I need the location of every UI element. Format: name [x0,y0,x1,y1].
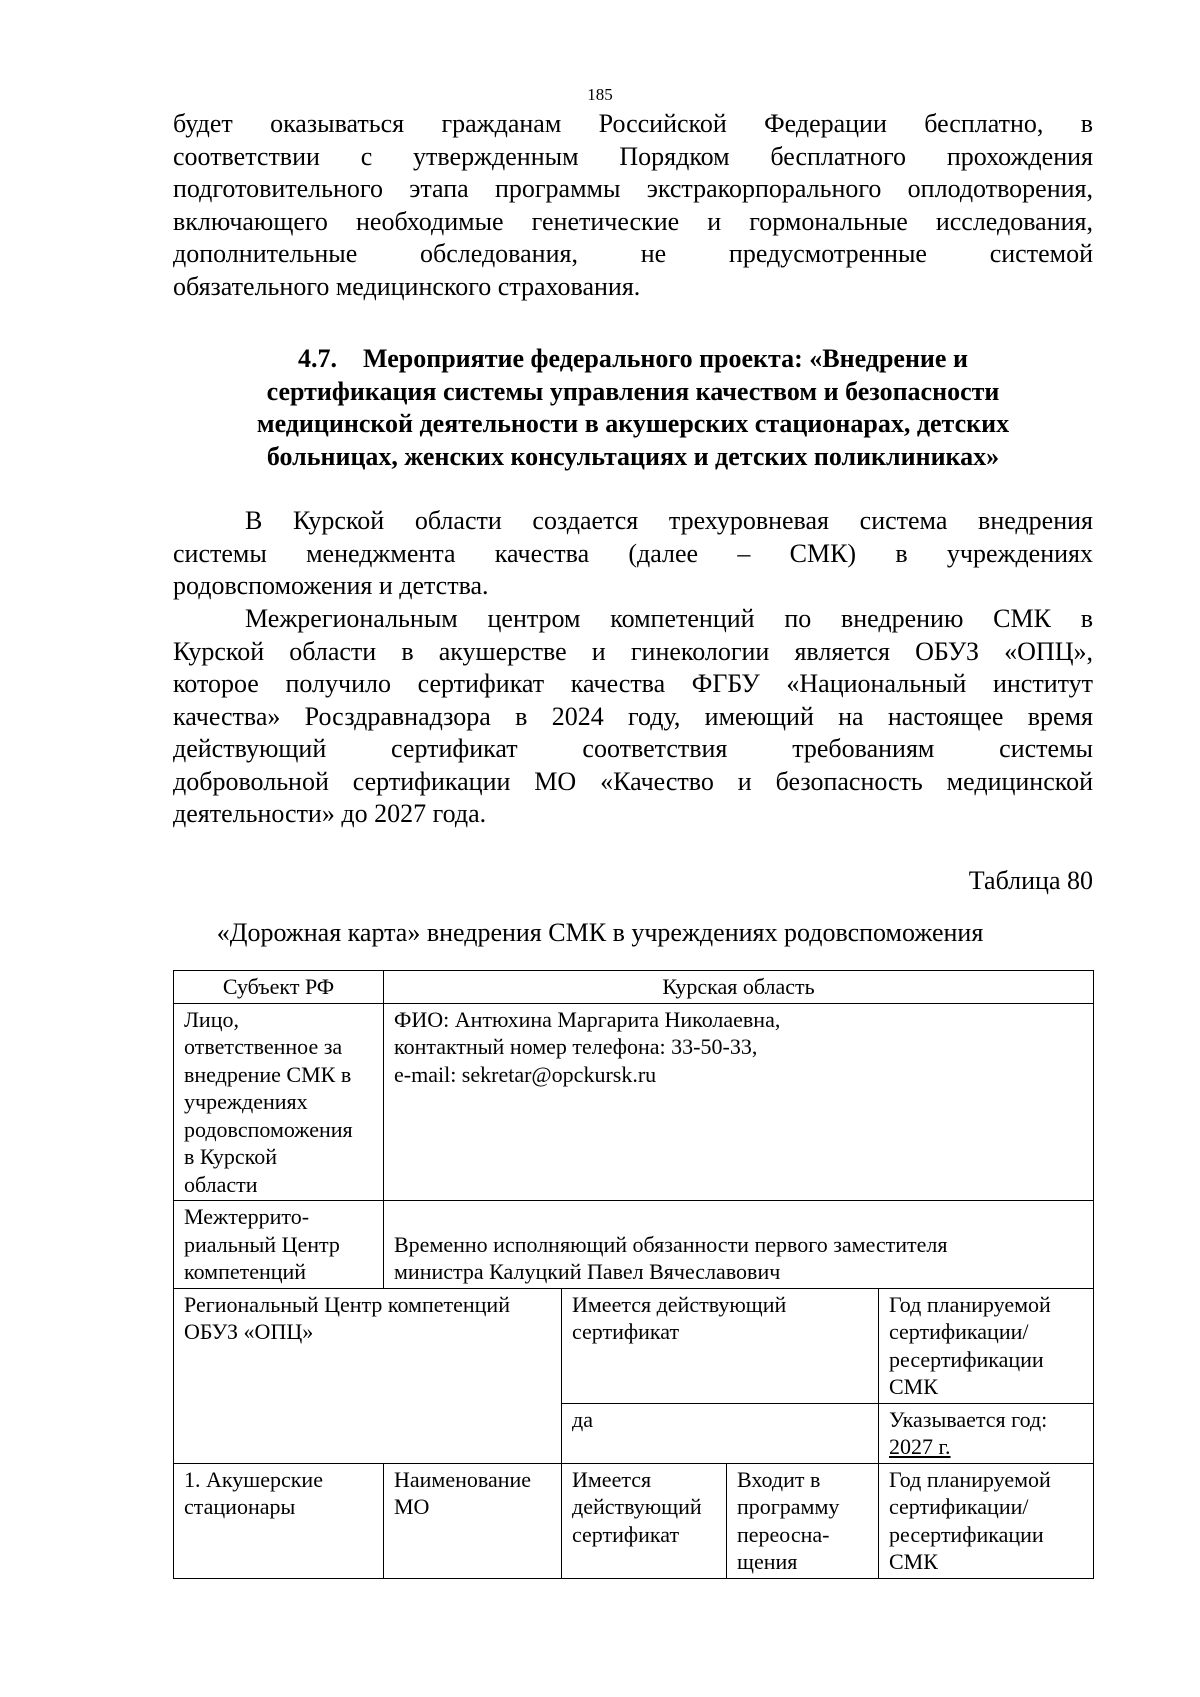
text-line: будет оказываться гражданам Российской Федерации бесплатно, в [173,109,1093,138]
text-line: Межрегиональным центром компетенций по внедрению СМК в [245,604,1093,633]
cell-line: компетенций [184,1259,307,1284]
text-line: обязательного медицинского страхования. [173,271,641,301]
cell-line: ФИО: Антюхина Маргарита Николаевна, [394,1006,781,1032]
subject-value-cell [384,971,1094,1004]
table-label: Таблица 80 [968,866,1093,895]
roadmap-table [173,970,1094,1579]
row1-year-cell [879,1463,1094,1578]
cell-line: переосна- [737,1521,830,1547]
text-line: системы менеджмента качества (далее – СМК) в учреждениях [173,538,1093,568]
cell-line: да [572,1406,593,1432]
row1-cert-cell [562,1463,727,1578]
text-line: родовспоможения и детства. [173,571,489,600]
cell-line: ресертификации [889,1346,1044,1372]
cell-line: Лицо, [184,1006,239,1032]
cell-line: родовспоможения [184,1116,353,1142]
cell-line: e-mail: sekretar@opckursk.ru [394,1061,657,1087]
text-line: дополнительные обследования, не предусмотренные системой [173,239,1093,268]
text-line: действующий сертификат соответствия требованиям системы [173,734,1093,763]
paragraph-2 [173,603,1093,831]
paragraph-1 [173,505,1093,603]
heading-line: сертификация системы управления качеством и безопасности [266,376,1000,406]
table-row [174,1201,1094,1289]
cell-line: внедрение СМК в [184,1061,352,1087]
year-value: 2027 г. [889,1434,951,1459]
has-cert-header-cell [562,1288,879,1403]
cell-line: Имеется действующий [572,1291,787,1317]
cell-line: сертификат [572,1319,680,1344]
text-line: которое получило сертификат качества ФГБУ «Национальный институт [173,669,1093,698]
table-row [174,971,1094,1004]
cell-line: министра Калуцкий Павел Вячеславович [394,1259,781,1284]
responsible-value-cell [384,1003,1094,1201]
cell-line: риальный Центр [184,1231,340,1257]
table-title: «Дорожная карта» внедрения СМК в учреждениях родовспоможения [216,918,984,947]
cell-line: сертификации/ [889,1319,1029,1344]
cell-text: Субъект РФ [222,974,335,999]
text-line: качества» Росздравнадзора в 2024 году, имеющий на настоящее время [173,701,1093,731]
cell-line: Указывается год: [889,1406,1048,1432]
text-line: добровольной сертификации МО «Качество и безопасность медицинской [173,766,1093,796]
cell-line: контактный номер телефона: 33-50-33, [394,1034,758,1059]
cell-line: программу [737,1494,840,1519]
cell-line: действующий [572,1494,702,1519]
cell-line: ОБУЗ «ОПЦ» [184,1319,314,1344]
cell-line: Временно исполняющий обязанности первого заместителя [394,1231,948,1257]
row1-name-cell [384,1463,562,1578]
center-value-cell [384,1201,1094,1289]
cell-line: ресертификации [889,1521,1044,1547]
row1-program-cell [727,1463,879,1578]
table-row [174,1003,1094,1201]
text-line: Курской области в акушерстве и гинекологии является ОБУЗ «ОПЦ», [173,636,1093,666]
cell-line: Имеется [572,1466,652,1492]
cell-line: сертификации/ [889,1494,1029,1519]
cell-line: щения [737,1549,798,1574]
cell-line: МО [394,1494,430,1519]
cell-line: стационары [184,1494,296,1519]
row1-label-cell [174,1463,384,1578]
table-row [174,1463,1094,1578]
cell-line: СМК [889,1549,938,1574]
cell-line: Региональный Центр компетенций [184,1291,510,1317]
heading-line: 4.7. Мероприятие федерального проекта: «Внедрение и [298,344,968,373]
subject-label-cell [174,971,384,1004]
text-line: деятельности» до 2027 года. [173,799,487,828]
heading-line: больницах, женских консультациях и детских поликлиниках» [266,441,1000,471]
cell-line: Входит в [737,1466,821,1492]
cell-line: учреждениях [184,1089,308,1114]
text-line: подготовительного этапа программы экстракорпорального оплодотворения, [173,174,1093,203]
responsible-label-cell [174,1003,384,1201]
cell-line: в Курской [184,1144,278,1169]
has-cert-value-cell [562,1403,879,1463]
text-line: соответствии с утвержденным Порядком бесплатного прохождения [173,141,1093,171]
cell-line: сертификат [572,1521,680,1547]
cell-line: 1. Акушерские [184,1466,323,1492]
year-value-cell [879,1403,1094,1463]
text-line: включающего необходимые генетические и гормональные исследования, [173,206,1093,236]
cell-line: Наименование [394,1466,532,1492]
cell-line: СМК [889,1374,938,1399]
cell-line: Год планируемой [889,1466,1051,1492]
year-header-cell [879,1288,1094,1403]
cell-line: Межтеррито- [184,1204,310,1229]
table-row [174,1288,1094,1403]
intro-paragraph [173,108,1093,303]
regional-label-cell [174,1288,562,1463]
cell-line: ответственное за [184,1034,343,1059]
heading-line: медицинской деятельности в акушерских стационарах, детских [256,409,1010,438]
section-heading [173,343,1093,473]
cell-line: области [184,1171,258,1197]
page-number: 185 [587,85,613,104]
text-line: В Курской области создается трехуровневая система внедрения [245,506,1093,535]
cell-text: Курская область [662,974,815,999]
center-label-cell [174,1201,384,1289]
cell-line: Год планируемой [889,1291,1051,1317]
